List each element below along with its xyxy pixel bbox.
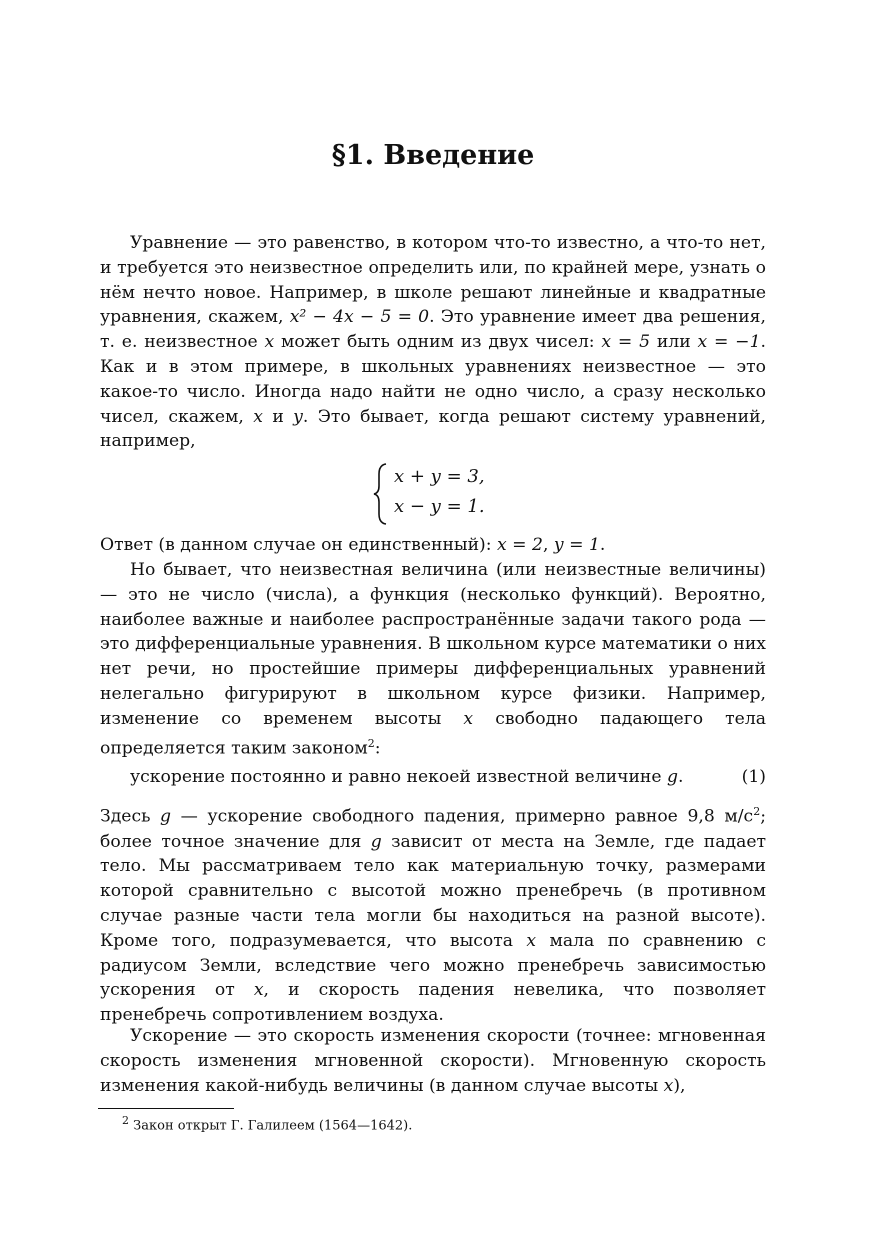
equation-1: ускорение постоянно и равно некоей известной величине g. (1) xyxy=(130,767,766,787)
footnote-text: Закон открыт Г. Галилеем (1564—1642). xyxy=(133,1118,413,1134)
paragraph-3: Здесь g — ускорение свободного падения, примерно равное 9,8 $м/с^2$; более точное значение для g зависит от места на Земле, где падает тело. Мы рассматриваем тело как материальную точку, размерами которой сравнительно с высотой можно пренебречь (в противном случае разные части тела могли бы находиться на разной высоте). Кроме того, подразумевается, что высота x мала по сравнению с радиусом Земли, вследствие чего можно пренебречь зависимостью ускорения от x, и скорость падения невелика, что позволяет пренебречь сопротивлением воздуха. xyxy=(100,805,766,1026)
quadratic-equation: x² − 4x − 5 = 0 xyxy=(289,307,430,328)
system-line-1: x + y = 3, xyxy=(394,466,485,487)
answer-line: Ответ (в данном случае он единственный): x = 2, y = 1. xyxy=(100,535,606,555)
section-mark: §1. xyxy=(331,140,374,171)
system-line-2: x − y = 1. xyxy=(394,496,485,517)
equation-number: (1) xyxy=(741,767,766,787)
footnote xyxy=(122,1114,412,1133)
footnote-rule xyxy=(98,1108,234,1109)
section-title: Введение xyxy=(383,140,535,171)
section-heading xyxy=(100,140,766,171)
footnote-mark: 2 xyxy=(122,1114,129,1127)
footnote-ref: 2 xyxy=(367,736,375,750)
paragraph-2: Но бывает, что неизвестная величина (или неизвестные величины) — это не число (числа), а функция (несколько функций). Вероятно, наиболее важные и наиболее распространённые задачи такого рода — это дифференциальные уравнения. В школьном курсе математики о них нет речи, но простейшие примеры дифференциальных уравнений нелегально фигурируют в школьном курсе физики. Например, изменение со временем высоты x свободно падающего тела определяется таким законом$^2$: xyxy=(100,560,767,759)
paragraph-1: Уравнение — это равенство, в котором что-то известно, а что-то нет, и требуется это неизвестное определить или, по крайней мере, узнать о нём нечто новое. Например, в школе решают линейные и квадратные уравнения, скажем, x² − 4x − 5 = 0. Это уравнение имеет два решения, т. е. неизвестное x может быть одним из двух чисел: x = 5 или x = −1. Как и в этом примере, в школьных уравнениях неизвестное — это какое-то число. Иногда надо найти не одно число, а сразу несколько чисел, скажем, x и y. Это бывает, когда решают систему уравнений, например, xyxy=(100,233,766,452)
paragraph-4: Ускорение — это скорость изменения скорости (точнее: мгновенная скорость изменения мгновенной скорости). Мгновенную скорость изменения какой-нибудь величины (в данном случае высоты x), xyxy=(100,1026,766,1096)
curly-brace xyxy=(372,462,390,526)
